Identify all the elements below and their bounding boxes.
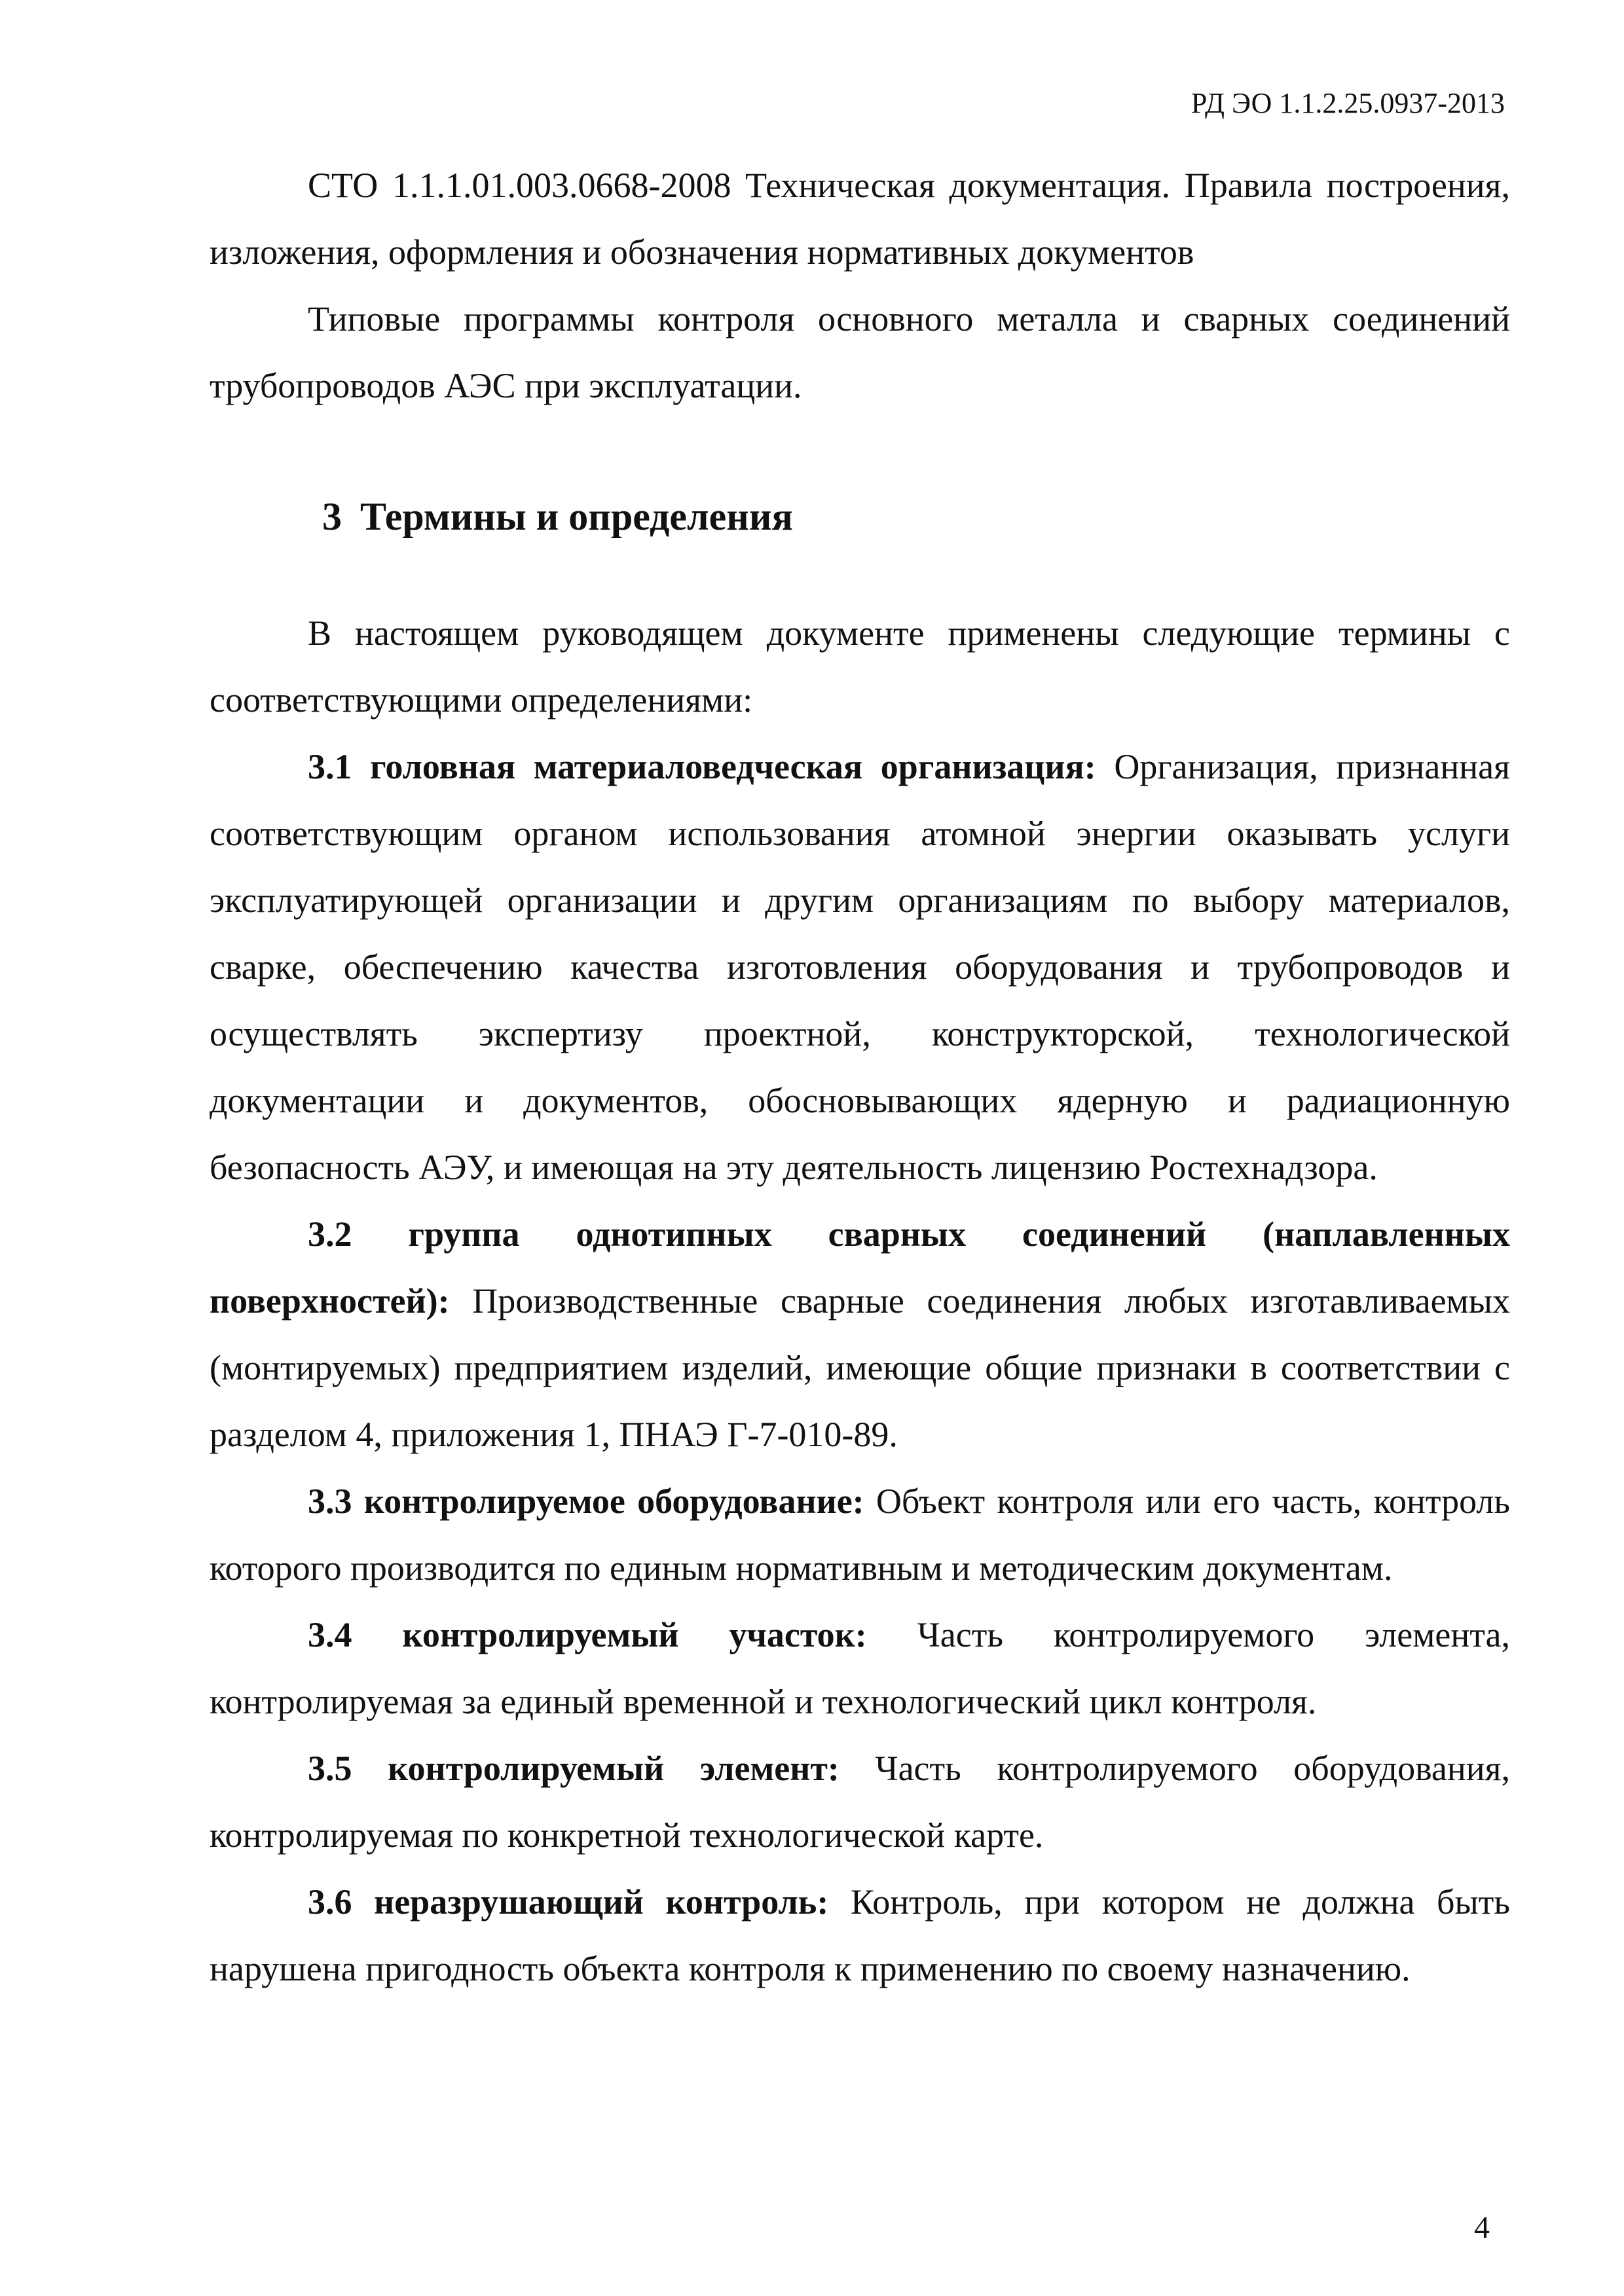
section-title: Термины и определения	[360, 495, 793, 538]
section-intro: В настоящем руководящем документе применены следующие термины с соответствующими определениями:	[210, 613, 1510, 720]
term-name: 3.2 группа однотипных сварных соединений (наплавленных поверхностей):	[210, 1214, 1510, 1321]
term-3-4	[210, 1601, 1510, 1735]
term-3-2	[210, 1201, 1510, 1468]
term-3-3	[210, 1468, 1510, 1601]
term-name: 3.3 контролируемое оборудование:	[308, 1482, 864, 1521]
document-code: РД ЭО 1.1.2.25.0937-2013	[1190, 87, 1505, 119]
term-3-6	[210, 1868, 1510, 2002]
term-definition: Часть контролируемого оборудования, контролируемая по конкретной технологической карте.	[210, 1749, 1510, 1855]
section-number: 3	[322, 495, 342, 538]
term-3-1	[210, 733, 1510, 1201]
reference-sto: СТО 1.1.1.01.003.0668-2008 Техническая документация. Правила построения, изложения, оформления и обозначения нормативных документов	[210, 166, 1510, 272]
term-definition: Организация, признанная соответствующим органом использования атомной энергии оказывать услуги эксплуатирующей организации и другим организациям по выбору материалов, сварке, обеспечению качества изготовления оборудования и трубопроводов и осуществлять экспертизу проектной, конструкторской, технологической документации и документов, обосновывающих ядерную и радиационную безопасность АЭУ, и имеющая на эту деятельность лицензию Ростехнадзора.	[210, 747, 1510, 1187]
term-name: 3.4 контролируемый участок:	[308, 1615, 867, 1654]
term-name: 3.6 неразрушающий контроль:	[308, 1882, 829, 1922]
section-heading	[210, 483, 1510, 550]
term-name: 3.5 контролируемый элемент:	[308, 1749, 840, 1788]
page-body	[210, 152, 1510, 2002]
term-name: 3.1 головная материаловедческая организация:	[308, 747, 1096, 786]
term-definition: Производственные сварные соединения любых изготавливаемых (монтируемых) предприятием изделий, имеющие общие признаки в соответствии с разделом 4, приложения 1, ПНАЭ Г-7-010-89.	[210, 1281, 1510, 1454]
page-number: 4	[1474, 2210, 1490, 2245]
term-definition: Объект контроля или его часть, контроль которого производится по единым нормативным и методическим документам.	[210, 1482, 1510, 1588]
term-definition: Контроль, при котором не должна быть нарушена пригодность объекта контроля к применению по своему назначению.	[210, 1882, 1510, 1988]
term-3-5	[210, 1735, 1510, 1868]
term-definition: Часть контролируемого элемента, контролируемая за единый временной и технологический цикл контроля.	[210, 1615, 1510, 1721]
reference-typical-programs: Типовые программы контроля основного металла и сварных соединений трубопроводов АЭС при эксплуатации.	[210, 299, 1510, 405]
